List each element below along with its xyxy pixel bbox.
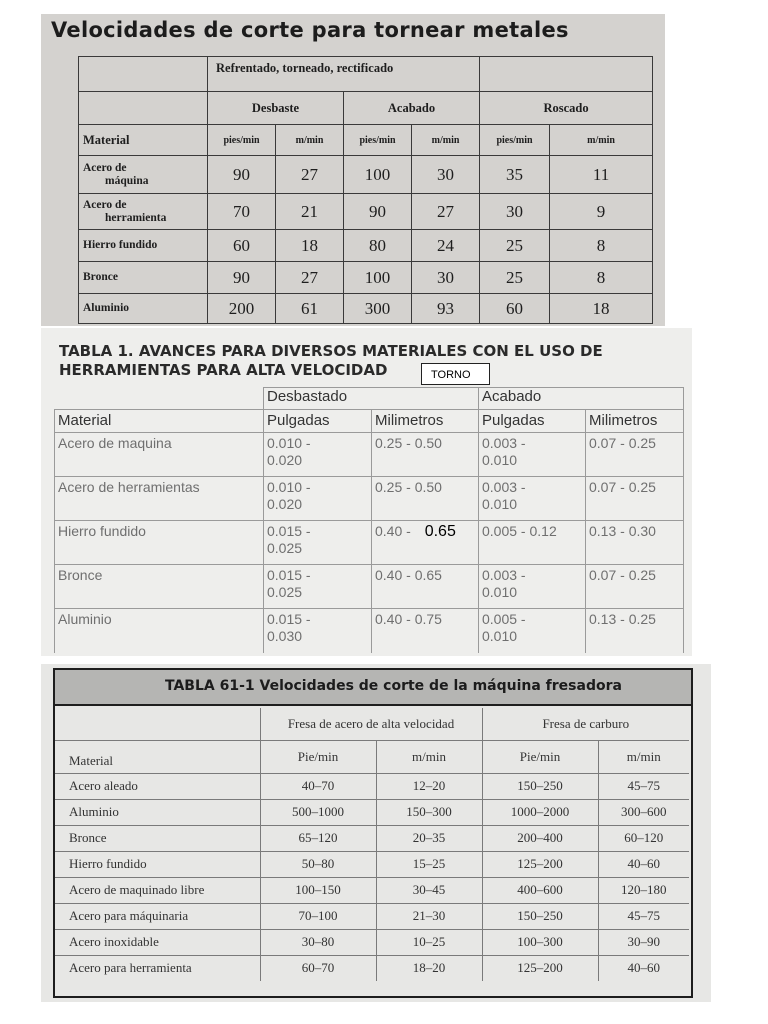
group-header: Refrentado, torneado, rectificado (208, 57, 480, 92)
value-cell: 0.40 - 0.65 (372, 565, 479, 609)
unit-header: Pie/min (260, 740, 376, 773)
blank-header-cell (55, 388, 264, 410)
value-cell: 125–200 (482, 851, 598, 877)
value-cell: 27 (412, 194, 480, 230)
material-cell: Hierro fundido (79, 230, 208, 262)
blank-header-cell (480, 57, 653, 92)
table-row (55, 877, 689, 903)
unit-header: Milimetros (372, 410, 479, 433)
unit-header: m/min (376, 740, 482, 773)
value-cell (264, 477, 372, 521)
table-row (55, 929, 689, 955)
unit-header: pies/min (480, 125, 550, 156)
value-cell: 8 (550, 262, 653, 294)
table-row (55, 799, 689, 825)
value-cell (264, 521, 372, 565)
value-cell: 150–300 (376, 799, 482, 825)
material-line: máquina (105, 174, 149, 187)
table-row (55, 773, 689, 799)
op-header-acabado: Acabado (344, 92, 480, 125)
value-cell: 27 (276, 156, 344, 194)
unit-header: Milimetros (586, 410, 684, 433)
turning-speeds-section (41, 14, 665, 326)
material-cell: Bronce (55, 565, 264, 609)
group-header-acabado: Acabado (479, 388, 684, 410)
value-cell: 70 (208, 194, 276, 230)
value-cell: 200–400 (482, 825, 598, 851)
value-cell (264, 609, 372, 653)
value-line: 0.010 (482, 584, 518, 600)
value-line: 0.003 - (482, 479, 526, 495)
material-cell: Acero inoxidable (55, 929, 260, 955)
value-cell: 0.13 - 0.25 (586, 609, 684, 653)
value-line: 0.030 (267, 628, 303, 644)
value-cell: 18 (550, 294, 653, 324)
value-cell: 27 (276, 262, 344, 294)
value-cell: 61 (276, 294, 344, 324)
unit-header: m/min (598, 740, 689, 773)
material-cell: Acero para máquinaria (55, 903, 260, 929)
value-cell: 125–200 (482, 955, 598, 981)
milling-speeds-table (55, 708, 689, 981)
table-row (55, 955, 689, 981)
value-cell: 10–25 (376, 929, 482, 955)
table-row (79, 230, 653, 262)
material-header: Material (79, 125, 208, 156)
value-cell (264, 565, 372, 609)
value-cell: 35 (480, 156, 550, 194)
unit-header: Pulgadas (264, 410, 372, 433)
overlay-value: 0.65 (424, 523, 456, 540)
value-line: 0.020 (267, 452, 303, 468)
value-cell: 0.07 - 0.25 (586, 433, 684, 477)
value-line: 0.020 (267, 496, 303, 512)
value-cell: 25 (480, 262, 550, 294)
value-line: 0.010 (482, 452, 518, 468)
group-header-desbastado: Desbastado (264, 388, 479, 410)
group-header-carbide: Fresa de carburo (482, 708, 689, 740)
table-row (79, 194, 653, 230)
material-cell: Aluminio (79, 294, 208, 324)
unit-header: Pulgadas (479, 410, 586, 433)
material-cell: Bronce (79, 262, 208, 294)
value-cell: 30 (480, 194, 550, 230)
blank-header-cell (55, 708, 260, 740)
value-cell: 70–100 (260, 903, 376, 929)
value-cell: 30 (412, 156, 480, 194)
value-cell: 21 (276, 194, 344, 230)
value-cell: 100 (344, 262, 412, 294)
feeds-section (41, 328, 692, 656)
material-cell: Bronce (55, 825, 260, 851)
value-cell: 18–20 (376, 955, 482, 981)
milling-speeds-section (41, 664, 711, 1002)
value-cell (479, 565, 586, 609)
unit-header: m/min (412, 125, 480, 156)
value-cell: 40–60 (598, 955, 689, 981)
value-cell: 15–25 (376, 851, 482, 877)
value-cell: 30–90 (598, 929, 689, 955)
value-cell: 30 (412, 262, 480, 294)
blank-header-cell (79, 57, 208, 92)
value-cell: 60–120 (598, 825, 689, 851)
material-cell (79, 194, 208, 230)
value-cell: 40–60 (598, 851, 689, 877)
value-line: 0.015 - (267, 567, 311, 583)
op-header-desbaste: Desbaste (208, 92, 344, 125)
unit-header: m/min (550, 125, 653, 156)
material-cell: Acero aleado (55, 773, 260, 799)
table-row (55, 477, 684, 521)
material-line: Acero de (83, 161, 127, 174)
unit-header: Pie/min (482, 740, 598, 773)
value-line: 0.010 (482, 628, 518, 644)
value-cell: 11 (550, 156, 653, 194)
value-cell: 65–120 (260, 825, 376, 851)
value-cell: 500–1000 (260, 799, 376, 825)
turning-speeds-title: Velocidades de corte para tornear metales (51, 18, 569, 42)
feeds-title-line: HERRAMIENTAS PARA ALTA VELOCIDAD (59, 361, 388, 379)
value-line: 0.003 - (482, 567, 526, 583)
feeds-title (59, 342, 603, 380)
value-cell (479, 609, 586, 653)
value-cell (264, 433, 372, 477)
value-cell: 0.07 - 0.25 (586, 565, 684, 609)
value-cell: 0.005 - 0.12 (479, 521, 586, 565)
value-cell: 90 (344, 194, 412, 230)
value-cell: 0.25 - 0.50 (372, 433, 479, 477)
table-row (79, 262, 653, 294)
value-cell (479, 433, 586, 477)
value-cell: 90 (208, 156, 276, 194)
value-cell: 30–80 (260, 929, 376, 955)
table-row (79, 156, 653, 194)
value-cell: 60 (208, 230, 276, 262)
value-line: 0.015 - (267, 611, 311, 627)
material-cell: Acero para herramienta (55, 955, 260, 981)
table-row (55, 521, 684, 565)
value-line: 0.40 - (375, 523, 411, 539)
value-cell: 30–45 (376, 877, 482, 903)
value-cell: 90 (208, 262, 276, 294)
value-cell: 80 (344, 230, 412, 262)
table-row (55, 609, 684, 653)
value-line: 0.005 - (482, 611, 526, 627)
value-cell: 0.07 - 0.25 (586, 477, 684, 521)
value-cell: 1000–2000 (482, 799, 598, 825)
value-cell: 21–30 (376, 903, 482, 929)
value-cell: 45–75 (598, 773, 689, 799)
value-cell: 400–600 (482, 877, 598, 903)
value-cell: 150–250 (482, 773, 598, 799)
material-header: Material (55, 740, 260, 773)
blank-header-cell (79, 92, 208, 125)
value-cell (372, 521, 479, 565)
value-cell: 25 (480, 230, 550, 262)
value-cell: 60 (480, 294, 550, 324)
unit-header: pies/min (208, 125, 276, 156)
material-cell: Acero de maquinado libre (55, 877, 260, 903)
value-line: 0.010 (482, 496, 518, 512)
torno-label-box: TORNO (421, 363, 490, 385)
value-cell: 40–70 (260, 773, 376, 799)
value-cell (479, 477, 586, 521)
material-cell (79, 156, 208, 194)
value-cell: 100–150 (260, 877, 376, 903)
material-cell: Hierro fundido (55, 521, 264, 565)
table-row (55, 565, 684, 609)
value-line: 0.010 - (267, 435, 311, 451)
value-line: 0.010 - (267, 479, 311, 495)
material-cell: Acero de maquina (55, 433, 264, 477)
value-cell: 300–600 (598, 799, 689, 825)
turning-speeds-table (78, 56, 653, 324)
value-cell: 45–75 (598, 903, 689, 929)
table-row (79, 294, 653, 324)
value-cell: 100 (344, 156, 412, 194)
table-row (55, 433, 684, 477)
table-row (55, 851, 689, 877)
material-cell: Acero de herramientas (55, 477, 264, 521)
value-cell: 60–70 (260, 955, 376, 981)
material-line: herramienta (105, 211, 167, 224)
table-row (55, 903, 689, 929)
value-cell: 50–80 (260, 851, 376, 877)
feeds-title-line: TABLA 1. AVANCES PARA DIVERSOS MATERIALES CON EL USO DE (59, 342, 603, 360)
value-cell: 18 (276, 230, 344, 262)
material-header: Material (55, 410, 264, 433)
material-cell: Aluminio (55, 609, 264, 653)
value-cell: 9 (550, 194, 653, 230)
value-cell: 120–180 (598, 877, 689, 903)
milling-title: TABLA 61-1 Velocidades de corte de la máquina fresadora (165, 678, 622, 694)
value-cell: 12–20 (376, 773, 482, 799)
value-cell: 150–250 (482, 903, 598, 929)
milling-title-band (55, 670, 691, 706)
value-line: 0.003 - (482, 435, 526, 451)
group-header-hss: Fresa de acero de alta velocidad (260, 708, 482, 740)
value-cell: 0.40 - 0.75 (372, 609, 479, 653)
table-row (55, 825, 689, 851)
material-cell: Aluminio (55, 799, 260, 825)
value-line: 0.025 (267, 584, 303, 600)
value-cell: 93 (412, 294, 480, 324)
value-line: 0.015 - (267, 523, 311, 539)
value-cell: 100–300 (482, 929, 598, 955)
material-cell: Hierro fundido (55, 851, 260, 877)
value-cell: 20–35 (376, 825, 482, 851)
value-line: 0.025 (267, 540, 303, 556)
value-cell: 0.13 - 0.30 (586, 521, 684, 565)
value-cell: 0.25 - 0.50 (372, 477, 479, 521)
value-cell: 200 (208, 294, 276, 324)
op-header-roscado: Roscado (480, 92, 653, 125)
material-line: Acero de (83, 198, 127, 211)
unit-header: m/min (276, 125, 344, 156)
value-cell: 24 (412, 230, 480, 262)
feeds-table (54, 387, 684, 653)
value-cell: 8 (550, 230, 653, 262)
unit-header: pies/min (344, 125, 412, 156)
value-cell: 300 (344, 294, 412, 324)
